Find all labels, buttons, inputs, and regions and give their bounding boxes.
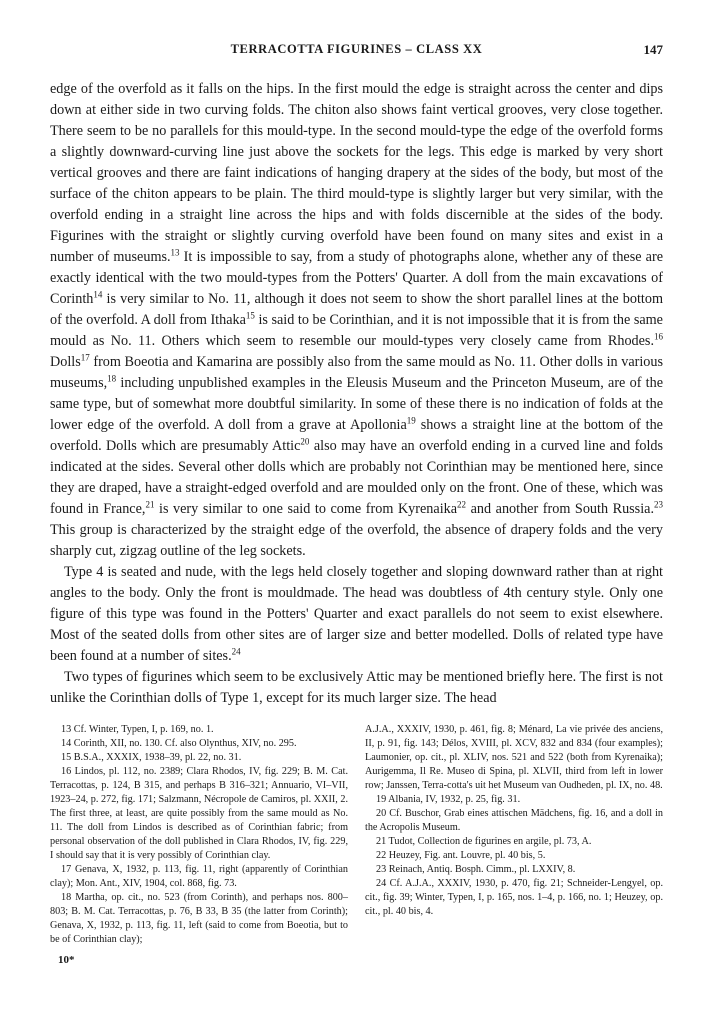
text-run: is said to be Corinthian, and it is not impossible that it is from the same mould as No. 11. Others which seem to resemble our mould-types very closely came from Rhodes. [50, 312, 663, 349]
running-title: TERRACOTTA FIGURINES – CLASS XX [230, 42, 483, 56]
footnote-ref: 17 [80, 352, 90, 363]
text-run: edge of the overfold as it falls on the hips. In the first mould the edge is straight across the center and dips down at either side in two curving folds. The chiton also shows faint vertical grooves, very close together. There seem to be no parallels for this mould-type. In the second mould-type the edge of the overfold forms a slightly downward-curving line just above the sockets for the legs. This edge is marked by very short vertical grooves and there are faint indications of hanging drapery at the sides of the body, but most of the surface of the chiton appears to be plain. The third mould-type is slightly larger but very similar, with the overfold ending in a straight line across the hips and with folds discernible at the sides of the body. Figurines with the straight or slightly curving overfold have been found on many sites and exist in a number of museums. [50, 81, 663, 265]
footnote-ref: 15 [245, 310, 255, 321]
footnotes [50, 723, 663, 967]
text-run: shows a straight line at the bottom of the overfold. Dolls which are presumably Attic [50, 417, 663, 454]
footnote-ref: 22 [457, 499, 467, 510]
text-run: Dolls [50, 354, 81, 370]
footnotes-left-column [50, 723, 348, 967]
footnote-ref: 20 [300, 436, 310, 447]
footnote-18: 18 Martha, op. cit., no. 523 (from Corinth), and perhaps nos. 800–803; B. M. Cat. Terracottas, p. 76, B 33, B 35 (the latter from Corinth); Genava, X, 1932, p. 113, fig. 11, left (said to come from Boeotia, but to be of Corinthian clay); [50, 892, 348, 945]
footnote-ref: 16 [654, 331, 663, 342]
footnote-ref: 24 [231, 646, 241, 657]
footnote-ref: 18 [107, 373, 117, 384]
text-run: including unpublished examples in the Eleusis Museum and the Princeton Museum, are of the same type, but of somewhat more doubtful similarity. In some of these there is no indication of folds at the lower edge of the overfold. A doll from a grave at Apollonia [50, 375, 663, 433]
text-run: is very similar to one said to come from Kyrenaika [154, 501, 458, 517]
page [50, 42, 663, 967]
text-run: Type 4 is seated and nude, with the legs held closely together and sloping downward rather than at right angles to the body. Only the front is mouldmade. The head was doubtless of 4th century style. Only one figure of this type was found in the Potters' Quarter and exact parallels do not seem to exist elsewhere. Most of the seated dolls from other sites are of larger size and better modelled. Dolls of related type have been found at a number of sites. [50, 564, 663, 664]
footnote-14: 14 Corinth, XII, no. 130. Cf. also Olynthus, XIV, no. 295. [61, 738, 297, 749]
footnote-16: 16 Lindos, pl. 112, no. 2389; Clara Rhodos, IV, fig. 229; B. M. Cat. Terracottas, p. 124, B 315, and perhaps B 316–321; Annuario, VI–VII, 1923–24, p. 272, fig. 171; Salzmann, Nécropole de Camiros, pl. XXII, 2. The first three, at least, are quite possibly from the same mould as No. 11. The doll from Lindos is described as of Corinthian fabric; from personal observation of the doll published in Clara Rhodos, IV, fig. 229, I should say that it is very possibly of Corinthian clay. [50, 766, 348, 861]
footnotes-right-column [365, 723, 663, 967]
signature-mark: 10* [58, 954, 75, 966]
text-run: from Boeotia and Kamarina are possibly also from the same mould as No. 11. Other dolls in various museums, [50, 354, 663, 391]
paragraph-2 [50, 562, 663, 667]
page-number: 147 [643, 42, 663, 57]
text-run: Two types of figurines which seem to be exclusively Attic may be mentioned briefly here. The first is not unlike the Corinthian dolls of Type 1, except for its much larger size. The head [50, 669, 663, 706]
footnote-ref: 14 [93, 289, 103, 300]
footnote-ref: 21 [145, 499, 155, 510]
footnote-18-continued: A.J.A., XXXIV, 1930, p. 461, fig. 8; Ménard, La vie privée des anciens, II, p. 91, fig. 143; Délos, XVIII, pl. XCV, 832 and 834 (four examples); Laumonier, op. cit., pl. XLIV, nos. 521 and 522 (both from Kyrenaika); Aurigemma, Il Re. Museo di Spina, pl. XLVII, third from left in lower row; Janssen, Terra-cotta's uit het Museum van Oudheden, pl. IX, no. 48. [365, 724, 663, 791]
paragraph-1 [50, 79, 663, 562]
text-run: also may have an overfold ending in a curved line and folds indicated at the sides. Several other dolls which are probably not Corinthian may be mentioned here, since they are draped, have a straight-edged overfold and are moulded only on the front. One of these, which was found in France, [50, 438, 664, 517]
footnote-ref: 23 [654, 499, 663, 510]
footnote-20: 20 Cf. Buschor, Grab eines attischen Mädchens, fig. 16, and a doll in the Acropolis Museum. [365, 808, 663, 833]
footnote-22: 22 Heuzey, Fig. ant. Louvre, pl. 40 bis, 5. [376, 850, 546, 861]
footnote-24: 24 Cf. A.J.A., XXXIV, 1930, p. 470, fig. 21; Schneider-Lengyel, op. cit., fig. 39; Winter, Typen, I, p. 165, nos. 1–4, p. 166, no. 1; Heuzey, op. cit., pl. 40 bis, 4. [365, 878, 663, 917]
running-header [50, 42, 663, 62]
text-run: and another from South Russia. [466, 501, 654, 517]
footnote-23: 23 Reinach, Antiq. Bosph. Cimm., pl. LXXIV, 8. [376, 864, 576, 875]
paragraph-3 [50, 667, 663, 709]
footnote-19: 19 Albania, IV, 1932, p. 25, fig. 31. [376, 794, 521, 805]
footnote-ref: 13 [170, 247, 180, 258]
text-run: This group is characterized by the straight edge of the overfold, the absence of drapery folds and the very sharply cut, zigzag outline of the leg sockets. [50, 522, 663, 559]
footnote-ref: 19 [406, 415, 416, 426]
footnote-17: 17 Genava, X, 1932, p. 113, fig. 11, right (apparently of Corinthian clay); Mon. Ant., XIV, 1904, col. 868, fig. 73. [50, 864, 348, 889]
text-run: is very similar to No. 11, although it does not seem to show the short parallel lines at the bottom of the overfold. A doll from Ithaka [50, 291, 663, 328]
main-text [50, 79, 663, 709]
text-run: It is impossible to say, from a study of photographs alone, whether any of these are exactly identical with the two mould-types from the Potters' Quarter. A doll from the main excavations of Corinth [50, 249, 663, 307]
footnote-15: 15 B.S.A., XXXIX, 1938–39, pl. 22, no. 31. [61, 752, 242, 763]
footnote-13: 13 Cf. Winter, Typen, I, p. 169, no. 1. [61, 724, 214, 735]
footnote-21: 21 Tudot, Collection de figurines en argile, pl. 73, A. [376, 836, 592, 847]
